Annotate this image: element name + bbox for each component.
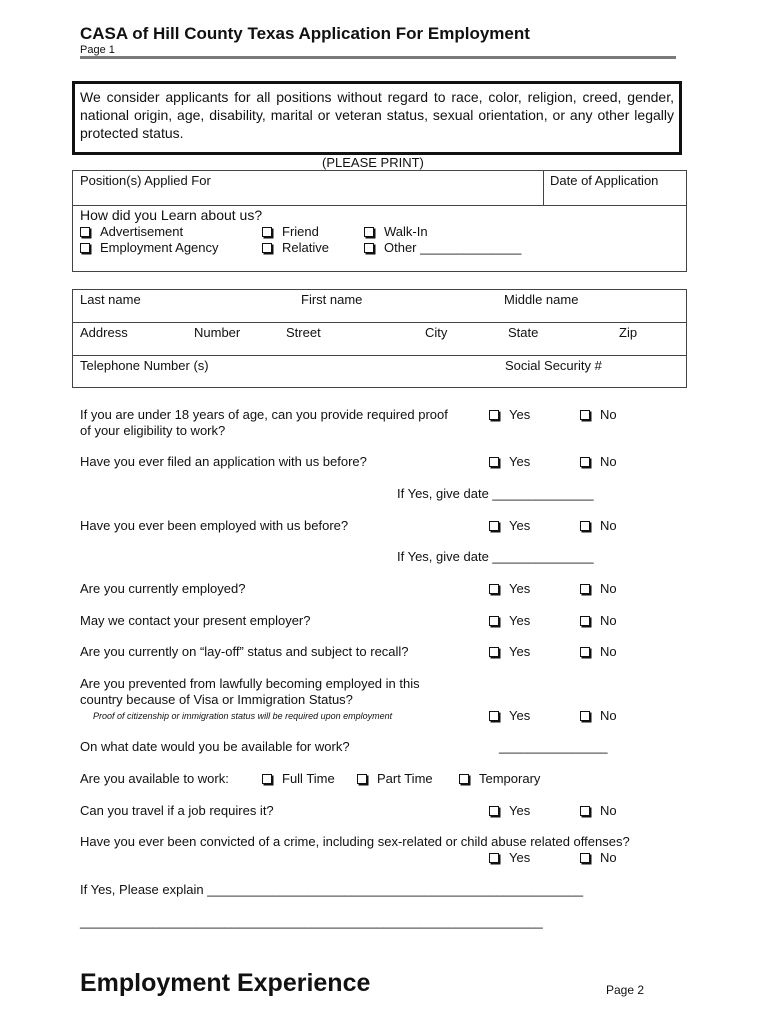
checkbox[interactable] <box>489 647 499 657</box>
checkbox[interactable] <box>262 227 272 237</box>
checkbox[interactable] <box>580 521 590 531</box>
checkbox[interactable] <box>489 806 499 816</box>
checkbox[interactable] <box>364 227 374 237</box>
option-temporary[interactable]: Temporary <box>459 771 540 786</box>
checkbox[interactable] <box>580 647 590 657</box>
q11-yes[interactable]: Yes <box>489 850 530 865</box>
q10-yes[interactable]: Yes <box>489 803 530 818</box>
divider <box>73 322 686 323</box>
checkbox[interactable] <box>580 457 590 467</box>
checkbox[interactable] <box>489 457 499 467</box>
date-of-application-label: Date of Application <box>550 173 659 188</box>
title-rule <box>80 56 676 59</box>
middle-name-label: Middle name <box>504 292 579 307</box>
checkbox[interactable] <box>364 243 374 253</box>
checkbox[interactable] <box>580 410 590 420</box>
question-convicted: Have you ever been convicted of a crime, including sex-related or child abuse related offenses? <box>80 834 630 849</box>
question-lay-off: Are you currently on “lay-off” status and subject to recall? <box>80 644 409 659</box>
q6-yes[interactable]: Yes <box>489 644 530 659</box>
explain-line[interactable]: If Yes, Please explain ____________________________________________________ <box>80 882 584 897</box>
checkbox[interactable] <box>489 616 499 626</box>
please-print-label: (PLEASE PRINT) <box>322 155 424 170</box>
q10-no[interactable]: No <box>580 803 617 818</box>
street-label: Street <box>286 325 321 340</box>
q3-no[interactable]: No <box>580 518 617 533</box>
question-travel: Can you travel if a job requires it? <box>80 803 274 818</box>
checkbox[interactable] <box>357 774 367 784</box>
citizenship-note: Proof of citizenship or immigration status will be required upon employment <box>93 711 393 721</box>
checkbox[interactable] <box>489 711 499 721</box>
checkbox[interactable] <box>580 584 590 594</box>
address-label: Address <box>80 325 128 340</box>
option-relative[interactable]: Relative <box>262 240 329 255</box>
checkbox[interactable] <box>489 410 499 420</box>
option-walk-in[interactable]: Walk-In <box>364 224 428 239</box>
q7-no[interactable]: No <box>580 708 617 723</box>
page-number: Page 1 <box>80 44 115 56</box>
option-employment-agency[interactable]: Employment Agency <box>80 240 219 255</box>
question-under-18: If you are under 18 years of age, can you provide required proof of your eligibility to work? <box>80 407 448 438</box>
q3-date-line[interactable]: If Yes, give date ______________ <box>397 549 594 564</box>
q2-yes[interactable]: Yes <box>489 454 530 469</box>
option-other[interactable]: Other ______________ <box>364 240 521 255</box>
name-address-box <box>72 289 687 388</box>
position-label: Position(s) Applied For <box>80 173 211 188</box>
q5-yes[interactable]: Yes <box>489 613 530 628</box>
checkbox[interactable] <box>80 227 90 237</box>
checkbox[interactable] <box>580 711 590 721</box>
question-currently-employed: Are you currently employed? <box>80 581 246 596</box>
checkbox[interactable] <box>489 584 499 594</box>
q7-yes[interactable]: Yes <box>489 708 530 723</box>
checkbox[interactable] <box>580 616 590 626</box>
q5-no[interactable]: No <box>580 613 617 628</box>
eeo-statement: We consider applicants for all positions without regard to race, color, religion, creed, gender, national origin, age, disability, marital or veteran status, sexual orientation, or any other legally protected status. <box>72 81 682 155</box>
divider <box>73 205 686 206</box>
q2-date-line[interactable]: If Yes, give date ______________ <box>397 486 594 501</box>
last-name-label: Last name <box>80 292 141 307</box>
state-label: State <box>508 325 539 340</box>
checkbox[interactable] <box>580 806 590 816</box>
q1-no[interactable]: No <box>580 407 617 422</box>
question-visa-status: Are you prevented from lawfully becoming employed in this country because of Visa or Immigration Status? <box>80 676 420 707</box>
q3-yes[interactable]: Yes <box>489 518 530 533</box>
form-title: CASA of Hill County Texas Application For Employment <box>80 24 530 43</box>
question-filed-before: Have you ever filed an application with us before? <box>80 454 367 469</box>
section-title-employment-experience: Employment Experience <box>80 969 371 997</box>
checkbox[interactable] <box>489 853 499 863</box>
option-advertisement[interactable]: Advertisement <box>80 224 183 239</box>
first-name-label: First name <box>301 292 363 307</box>
q2-no[interactable]: No <box>580 454 617 469</box>
q1-yes[interactable]: Yes <box>489 407 530 422</box>
q11-no[interactable]: No <box>580 850 617 865</box>
available-date-line[interactable]: _______________ <box>499 739 608 754</box>
question-contact-employer: May we contact your present employer? <box>80 613 311 628</box>
checkbox[interactable] <box>580 853 590 863</box>
q6-no[interactable]: No <box>580 644 617 659</box>
zip-label: Zip <box>619 325 638 340</box>
question-available-to-work: Are you available to work: <box>80 771 229 786</box>
question-employed-before: Have you ever been employed with us before? <box>80 518 349 533</box>
explain-line-2[interactable]: ________________________________________________________________ <box>80 914 543 929</box>
ssn-label: Social Security # <box>505 358 602 373</box>
option-part-time[interactable]: Part Time <box>357 771 433 786</box>
number-label: Number <box>194 325 241 340</box>
learn-about-us-label: How did you Learn about us? <box>80 207 263 223</box>
checkbox[interactable] <box>80 243 90 253</box>
question-available-date: On what date would you be available for work? <box>80 739 350 754</box>
checkbox[interactable] <box>489 521 499 531</box>
divider <box>543 171 544 205</box>
q4-yes[interactable]: Yes <box>489 581 530 596</box>
page-2-label: Page 2 <box>606 983 645 997</box>
checkbox[interactable] <box>262 243 272 253</box>
position-box <box>72 170 687 272</box>
telephone-label: Telephone Number (s) <box>80 358 209 373</box>
option-friend[interactable]: Friend <box>262 224 319 239</box>
checkbox[interactable] <box>262 774 272 784</box>
checkbox[interactable] <box>459 774 469 784</box>
option-full-time[interactable]: Full Time <box>262 771 335 786</box>
city-label: City <box>425 325 448 340</box>
q4-no[interactable]: No <box>580 581 617 596</box>
divider <box>73 355 686 356</box>
